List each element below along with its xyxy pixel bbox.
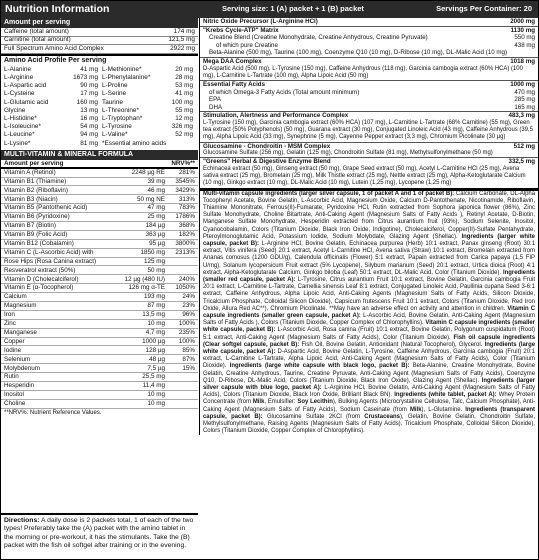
ingredient-text: L-Ascorbic Acid, Bovine Gelatin, Anti-Caking Agent (Magnesium Salts of Fatty Acids ), Colors (Titanium Dioxide, Copper Complex of Chlorophyllins). — [203, 313, 535, 327]
amino-cell: L-Serine — [102, 90, 127, 98]
amino-cell: L-Lysine* — [4, 139, 31, 147]
amino-cell: 16 mg — [80, 114, 98, 122]
table-row — [1, 240, 198, 249]
nutrient-amount: 10 mg — [147, 400, 165, 408]
ingredient-heading: Milk — [409, 406, 422, 413]
ingredient-heading: Fish oil capsule ingredients (Clear softgel capsule, packet B): — [203, 334, 535, 348]
directions-text: A daily dose is 2 packets total, 1 of each of the two types! Preferably take the (A) packet with the amino tablet in the morning or pre-workout, it has the stimulants. Take the (B) packet with the fish oil softgel after training or in the evening. — [4, 517, 194, 550]
ingredient-heading: Crustaceans — [364, 413, 400, 420]
ingredient-text: L-Arginine HCl, Bovine Gelatin, Anti-Caking Agent (Magnesium Salts of Fatty Acids), Colors (Titanium Dioxide, Black Iron Oxide, Brilliant Black BN). — [203, 385, 535, 399]
amino-cell: 53 mg — [175, 82, 193, 90]
ingredient-text: Calcium Carbonate, DL-Alpha Tocopheryl Acetate, Bovine Gelatin, L-Ascorbic Acid, Magnesium Oxide, Calcium D-Pantothenate, Nicotinamide, Riboflavin, Thiamine Mononitrate, Ferrous(II)-Fumarate, Pyridoxine HCl, Rutin extracted from Sophora japonica flower (86%), Zinc Sulfate Monohydrate, Choline Bitartrate, Anti-Caking Agent (Magnesium Salts of Fatty Acids ), Retinyl Acetate, D-Biotin, Manganese Sulfate Monohydrate, Hesperidin extracted from Citrus aurantium fruit (93%), Sodium Selenite, Inositol, Cyanocobalamin, Colors (Titanium Dioxide, Black Iron Oxide, Indigotine), Cholecalciferol, Copper(II)-Sulfate Pentahydrate, Pteroylmonoglutamic Acid, Potassium Iodide, Sodium Molybdate, Glazing Agent (Shellac). — [203, 190, 536, 240]
amino-cell: L-Arginine — [4, 73, 34, 81]
nutrient-name: Iron — [4, 311, 15, 319]
amino-cell: L-Tyrosine — [102, 123, 132, 131]
nutrient-amount: 1850 mg — [140, 248, 165, 256]
gluco-block: Glucosamine - Chondroitin - MSM Complex 512 mg Glucosamine Sulfate (256 mg), Gelatin (125 mg), Chondroitin Sulfate (81 mg), Methylsulfonylmethane (50 mg) — [200, 143, 538, 159]
nutrient-nrv: 87% — [182, 355, 195, 363]
table-row — [1, 178, 198, 187]
nutrient-amount: 193 mg — [143, 293, 165, 301]
table-row — [1, 329, 198, 338]
top-row-value: 2922 mg — [170, 44, 195, 52]
nutrient-name: Manganese — [4, 328, 37, 336]
nutrient-amount: 184 µg — [145, 222, 165, 230]
greens-block: "Greens" Herbal & Digestive Enzyme Blend 332,5 mg Echinacea extract (50 mg), Ginseng extract (50 mg), Grape Seed extract (50 mg), Acetyl L-Carnitine HCl (25 mg), Avena sativa extract (25 mg), Bromelain (25 mg), Milk Thistle extract (25 mg), Nettle extract (25 mg), Alpha-Ketoglutarate Calcium (10 mg), Ginkgo extract (10 mg), DL-Malic Acid (10 mg), Lutein (1,25 mg), Lycopene (1,25 mg) — [200, 158, 538, 190]
nutrient-amount: 46 mg — [147, 186, 165, 194]
amino-cell: L-Phenylalanine* — [102, 73, 151, 81]
greens-text: Echinacea extract (50 mg), Ginseng extract (50 mg), Grape Seed extract (50 mg), Acetyl L-Carnitine HCl (25 mg), Avena sativa extract (25 mg), Bromelain (25 mg), Milk Thistle extract (25 mg), Nettle extract (25 mg), Alpha-Ketoglutarate Calcium (10 mg), Ginkgo extract (10 mg), DL-Malic Acid (10 mg), Lutein (1,25 mg), Lycopene (1,25 mg) — [203, 165, 526, 187]
amino-cell: L-Isoleucine* — [4, 123, 41, 131]
nutrient-name: Magnesium — [4, 302, 37, 310]
top-row-name: Caffeine (total amount) — [4, 27, 69, 35]
nutrient-nrv: 15% — [182, 364, 195, 372]
krebs-text: Beta-Alanine (500 mg), Taurine (100 mg), Coenzyme Q10 (10 mg), D-Ribose (10 mg), DL-Malic Acid (10 mg) — [209, 49, 508, 57]
efa-block: Essential Fatty Acids 1000 mg of which Omega-3 Fatty Acids (Total amount minimum) 470 mg EPA 285 mg DHA 165 mg — [200, 81, 538, 112]
page-title: Nutrition Information — [5, 3, 110, 15]
nutrient-nrv: 3429% — [175, 186, 195, 194]
efa-value: 165 mg — [514, 103, 535, 111]
nutrient-nrv: 85% — [182, 346, 195, 354]
nutrient-nrv: 3800% — [175, 240, 195, 248]
amino-cell: 1673 mg — [73, 73, 98, 81]
table-row — [1, 195, 198, 204]
stim-block: Stimulation, Alertness and Performance Complex 483,3 mg L-Tyrosine (150 mg), Garcinia cambogia extract (60% HCA) (107 mg), L-Carnitine L-Tartrate (68% Carnitine) (55 mg), Green tea extract (50% Polyphenols) (50 mg), Guarana extract (30 mg), Conjugated Linoleic Acid (43 mg), Caffeine Anhydrous (39,5 mg), Alpha Lipoic Acid (33 mg), Synephrine (5 mg), Cayenne Pepper extract (3,3 mg), Chromium Picolinate (30 µg) — [200, 112, 538, 142]
nutrient-nrv: 240% — [178, 275, 195, 283]
nutrient-amount: 50 mg — [147, 266, 165, 274]
krebs-value: 550 mg — [514, 34, 535, 42]
ingredient-text: ), Gelatin, Bovine Gelatin, Chondroitin Sulfate, Methylsulfonylmethane, Raising Agents (Magnesium Salts of Fatty Acids), Tricalcium Phosphate, Colloidal Silicon Dioxide), Colors (Titanium Dioxide, Copper Complex of Chlorophyllins). — [203, 413, 535, 435]
nutrient-nrv: 24% — [182, 293, 195, 301]
nutrient-name: Vitamin B5 (Pantothenic Acid) — [4, 204, 88, 212]
nutrient-amount: 25,5 mg — [142, 373, 165, 381]
krebs-text: Creatine Blend (Creatine Monohydrate, Creatine Anhydrous, Creatine Pyruvate) — [209, 34, 428, 42]
table-row — [1, 391, 198, 400]
nutrient-amount: 39 mg — [147, 177, 165, 185]
nutrient-amount: 12 µg (480 IU) — [124, 275, 165, 283]
serving-size: Serving size: 1 (A) packet + 1 (B) packet — [222, 4, 364, 13]
table-row — [1, 169, 198, 178]
table-row — [1, 275, 198, 284]
ingredient-heading: Milk — [252, 399, 265, 406]
table-row — [1, 382, 198, 391]
nutrient-nrv: 281% — [178, 168, 195, 176]
ingredient-text: Fish Oil, Bovine Gelatin, Antioxidant (Natural Tocopherol), Glycerol. — [301, 341, 485, 348]
multi-table — [1, 169, 198, 409]
nutrient-nrv: 100% — [178, 337, 195, 345]
ingredient-text: , Emulsifier: — [264, 399, 298, 406]
top-row — [1, 37, 198, 46]
amino-cell: 81 mg — [80, 139, 98, 147]
amino-cell: 13 mg — [80, 106, 98, 114]
servings-per-container: Servings Per Container: 20 — [436, 4, 532, 13]
ingredient-heading: Ingredients (large white capsule, packet A): — [203, 341, 536, 356]
table-row — [1, 249, 198, 258]
amino-cell: L-Glutamic acid — [4, 98, 49, 106]
amino-cell: 12 mg — [175, 114, 193, 122]
amino-cell: Taurine — [102, 98, 123, 106]
nutrient-name: Vitamin D (Cholecalciferol) — [4, 275, 79, 283]
directions-label: Directions: — [4, 517, 40, 524]
efa-name: of which Omega-3 Fatty Acids (Total amount minimum) — [209, 88, 360, 96]
amino-cell: L-Aspartic acid — [4, 82, 47, 90]
ingredient-heading: Ingredients (smaller red capsule, packet A): — [203, 269, 535, 283]
nutrient-nrv: 182% — [178, 231, 195, 239]
nutrient-name: Choline — [4, 400, 26, 408]
table-row — [1, 258, 198, 267]
table-row — [1, 284, 198, 293]
amino-cell: 94 mg — [80, 131, 98, 139]
top-rows — [1, 28, 198, 54]
amino-cell: 90 mg — [80, 82, 98, 90]
amino-cell: L-Threonine* — [102, 106, 139, 114]
nutrient-name: Molybdenum — [4, 364, 41, 372]
nutrient-name: Vitamin B6 (Pyridoxine) — [4, 213, 70, 221]
top-row-name: Full Spectrum Amino Acid Complex — [4, 44, 104, 52]
top-row — [1, 45, 198, 54]
nutrient-name: Vitamin B3 (Niacin) — [4, 195, 58, 203]
nutrient-amount: 48 µg — [149, 355, 165, 363]
amino-cell: Glycine — [4, 106, 26, 114]
nutrient-amount: 2248 µg RE — [131, 168, 165, 176]
top-row-value: 121,5 mg — [168, 36, 195, 44]
nutrient-amount: 25 mg — [147, 213, 165, 221]
table-row — [1, 302, 198, 311]
amino-cell: 326 mg — [171, 123, 193, 131]
amino-cell: 100 mg — [171, 98, 193, 106]
ingredients-text — [200, 191, 538, 436]
nutrient-amount: 128 µg — [145, 346, 165, 354]
efa-value: 285 mg — [514, 96, 535, 104]
ingredient-text: L-Ascorbic Acid, Rosa canina (Fruit) 10:1 extract, Bovine Gelatin, Polygonum cuspidatum (Root) 5:1 extract, Anti-Caking Agent (Magnesium Salts of Fatty Acids), Color (Titanium Dioxide). — [203, 327, 535, 341]
nitric-block: Nitric Oxide Precursor (L-Arginine HCl) 2000 mg — [200, 18, 538, 27]
amino-cell: 54 mg — [80, 123, 98, 131]
krebs-row — [200, 49, 538, 57]
nutrient-amount: 126 mg α-TE — [128, 284, 165, 292]
nutrient-name: Vitamin B2 (Riboflavin) — [4, 186, 68, 194]
ingredient-text: D-Aspartic Acid, Bovine Gelatin, L-Tyrosine, Caffeine Anhydrous, Garcinia cambogia (Fruit) 20:1 extract, L-Carnitine L-Tartrate, Alpha Lipoic Acid, Anti-Caking Agent (Magnesium Salts of Fatty Acids), Color (Titanium Dioxide). — [203, 349, 535, 370]
ingredient-heading: Ingredients (large white capsule with black logo, packet B): — [229, 363, 413, 370]
multi-title: MULTI-VITAMIN & MINERAL FORMULA — [1, 150, 198, 160]
top-row-value: 174 mg — [173, 27, 195, 35]
ingredient-text: Beta-Alanine, Creatine Monohydrate, Bovine Gelatin, Creatine Anhydrous, Taurine, Creatine Pyruvate, Anti-Caking Agent (Magnesium Salts of Fatty Acids), Coenzyme Q10, D-Ribose, DL-Malic Acid, Colors (Titanium Dioxide, Black Iron Oxide), Glazing Agent (Shellac). — [203, 363, 536, 384]
nutrient-amount: 95 µg — [149, 240, 165, 248]
amino-cell: 55 mg — [175, 106, 193, 114]
nutrient-nrv: 1050% — [175, 284, 195, 292]
krebs-row — [200, 34, 538, 42]
ingredient-heading: Multi-vitamin capsule ingredients (larger silver capsule, 1 of packet A and 1 of packet B): — [203, 190, 456, 197]
efa-row — [200, 104, 538, 112]
amino-cell: 20 mg — [175, 65, 193, 73]
nutrient-name: Iodine — [4, 346, 22, 354]
table-row — [1, 213, 198, 222]
table-row — [1, 311, 198, 320]
amount-label: Amount per serving — [1, 18, 198, 28]
nutrient-nrv: 783% — [178, 204, 195, 212]
nutrient-amount: 4,7 mg — [145, 328, 165, 336]
table-row — [1, 373, 198, 382]
efa-value: 470 mg — [514, 88, 535, 96]
nutrient-nrv: 100% — [178, 320, 195, 328]
ingredient-text: ), Bulking Agents (Microcrystalline Cellulose, Talc, Calcium Phosphate), Anti-Caking Agent (Magnesium Salts of Fatty Acids), Sodium Caseinate (from — [203, 399, 535, 413]
nutrient-amount: 363 µg — [145, 231, 165, 239]
efa-row — [200, 89, 538, 97]
nutrient-name: Vitamin B9 (Folic Acid) — [4, 231, 68, 239]
table-row — [1, 338, 198, 347]
amino-cell: L-Tryptophan* — [102, 114, 143, 122]
amino-cell: 17 mg — [80, 90, 98, 98]
nutrient-amount: 87 mg — [147, 302, 165, 310]
ingredient-heading: Vitamin C capsule ingredients (smaller green capsule, packet A): — [203, 305, 536, 319]
amino-cell: L-Valine* — [102, 131, 128, 139]
krebs-value: 438 mg — [514, 41, 535, 49]
nutrient-name: Rose Hips (Rosa Canina extract) — [4, 257, 97, 265]
amino-cell: 28 mg — [175, 73, 193, 81]
nutrient-name: Vitamin B1 (Thiamine) — [4, 177, 67, 185]
top-row — [1, 28, 198, 37]
nutrient-name: Inositol — [4, 391, 24, 399]
left-column — [1, 18, 198, 418]
amino-cell: L-Cysteine — [4, 90, 35, 98]
top-row-name: Carnitine (total amount) — [4, 36, 71, 44]
table-row — [1, 346, 198, 355]
amino-grid — [1, 66, 198, 148]
nutrient-name: Vitamin B7 (Biotin) — [4, 222, 57, 230]
ingredient-text: Glucosamine Sulfate 2KCl (from — [266, 413, 365, 420]
nutrient-amount: 7,5 µg — [147, 364, 165, 372]
amino-cell: L-Proline — [102, 82, 128, 90]
ingredient-heading: Ingredients (white tablet, packet A): — [394, 392, 499, 399]
table-row — [1, 231, 198, 240]
nutrient-amount: 10 mg — [147, 391, 165, 399]
ingredient-text: L-Tyrosine, Citrus aurantium Fruit 10:1 extract, Bovine Gelatin, Garcinia cambogia Fruit 20:1 extract, L-Carnitine L-Tartrate, Camellia sinensis Leaf 8:1 extract, Conjugated Linoleic Acid, Paullinia cupana Seed 3-6:1 extract, Caffeine Anhydrous, Alpha Lipoic Acid, Anti-Caking Agents (Magnesium Salts of Fatty Acids, Silicon Dioxide, Tricalcium Phosphate, Colloidal Silicon Dioxide), Capsicum frutescens Fruit 10:1 extract, Colors (Titanium Dioxide, Red Iron Oxide, Allura Red AC**), Chromium Picolinate. **May have an adverse effect on activity and attention in children. — [203, 276, 535, 312]
table-row — [1, 400, 198, 409]
amino-cell: 41 mg — [175, 90, 193, 98]
nutrient-nrv: 3545% — [175, 177, 195, 185]
ingredient-text: Whey Protein Concentrate (from — [203, 392, 536, 406]
nutrient-name: Calcium — [4, 293, 27, 301]
directions — [1, 513, 198, 560]
gluco-text: Glucosamine Sulfate (256 mg), Gelatin (125 mg), Chondroitin Sulfate (81 mg), Methylsulfonylmethane (50 mg) — [203, 150, 493, 157]
amino-cell: L-Histidine* — [4, 114, 37, 122]
ingredient-heading: Ingredients (larger silver capsule with blue logo, packet A): — [203, 377, 535, 392]
nutrient-nrv: 235% — [178, 328, 195, 336]
efa-name: EPA — [209, 96, 221, 104]
nutrient-name: Selenium — [4, 355, 31, 363]
table-row — [1, 293, 198, 302]
ingredient-heading: Soy Lecithin — [297, 399, 333, 406]
amino-cell: 160 mg — [76, 98, 98, 106]
amino-title: Amino Acid Profile Per serving — [4, 56, 107, 64]
nutrient-amount: 11,4 mg — [142, 382, 165, 390]
amino-cell: 41 mg — [80, 65, 98, 73]
amino-cell: L-Leucine* — [4, 131, 35, 139]
nutrient-amount: 47 mg — [147, 204, 165, 212]
multi-header: Amount per serving NRV%** — [1, 160, 198, 169]
table-row — [1, 355, 198, 364]
nutrient-amount: 10 mg — [147, 320, 165, 328]
nutrient-name: Vitamin C (L-Ascorbic Acid) with — [4, 248, 94, 256]
nrv-note: **NRV%: Nutrient Reference Values. — [4, 409, 102, 416]
nutrient-amount: 125 mg — [143, 257, 165, 265]
nutrient-name: Rutin — [4, 373, 19, 381]
nutrient-name: Vitamin B12 (Cobalamin) — [4, 240, 74, 248]
krebs-text: of which pure Creatine — [216, 41, 278, 49]
efa-name: DHA — [209, 103, 223, 111]
krebs-block: "Krebs Cycle-ATP" Matrix 1130 mg Creatine Blend (Creatine Monohydrate, Creatine Anhydrous, Creatine Pyruvate) 550 mg of which pure Creatine 438 mg Beta-Alanine (500 mg), Taurine (100 mg), Coenzyme Q10 (10 mg), D-Ribose (10 mg), DL-Malic Acid (10 mg) — [200, 27, 538, 58]
efa-row — [200, 96, 538, 104]
amino-cell: *Essential amino acids — [102, 139, 167, 147]
amino-cell: L-Methionine* — [102, 65, 142, 73]
table-row — [1, 266, 198, 275]
mega-text: D-Aspartic Acid (500 mg), L-Tyrosine (150 mg), Caffeine Anhydrous (118 mg), Garcinia cambogia extract (60% HCA) (100 mg), L-Carnitine L-Tartrate (100 mg), Alpha Lipoic Acid (50 mg) — [203, 65, 523, 79]
nutrient-nrv: 96% — [182, 311, 195, 319]
nutrient-amount: 13,5 mg — [142, 311, 165, 319]
ingredient-heading: Ingredients (transparent capsule, packet B): — [203, 406, 535, 420]
nutrient-amount: 1000 µg — [142, 337, 165, 345]
mega-block: Mega DAA Complex 1018 mg D-Aspartic Acid (500 mg), L-Tyrosine (150 mg), Caffeine Anhydrous (118 mg), Garcinia cambogia extract (60% HCA) (100 mg), L-Carnitine L-Tartrate (100 mg), Alpha Lipoic Acid (50 mg) — [200, 58, 538, 81]
nutrient-name: Copper — [4, 337, 25, 345]
nutrient-name: Hesperidin — [4, 382, 35, 390]
nutrient-name: Vitamin E (α-Tocopherol) — [4, 284, 74, 292]
nutrient-name: Vitamin A (Retinol) — [4, 168, 56, 176]
right-column — [199, 18, 538, 435]
nutrient-nrv: 23% — [182, 302, 195, 310]
ingredient-heading: Ingredients (larger white capsule, packet B): — [203, 233, 535, 247]
header-bar — [1, 1, 538, 18]
nutrient-name: Zinc — [4, 320, 16, 328]
amino-cell: 52 mg — [175, 131, 193, 139]
nutrient-name: Resveratrol extract (50%) — [4, 266, 76, 274]
table-row — [1, 186, 198, 195]
table-row — [1, 364, 198, 373]
table-row — [1, 222, 198, 231]
nutrient-nrv: 2313% — [175, 248, 195, 256]
ingredient-text: L-Arginine HCl, Bovine Gelatin, Echinacea purpurea (Herb) 10:1 extract, Panax ginseng (Root) 30:1 extract, Vitis vinifera (Seed) 20:1 extract, Acetyl L-Carnitine HCl, Avena sativa (Straw) 10:1 extract, Bromelain extracted from Ananas comosus (1200 GDU/g), Calendula officinalis (Flower) 5:1 extract, Papain extracted from Carica papaya (1,5 FIP U/mg), Solanum lycopersicum Fruit extract (5% Lycopene), Silybum marianum (Seed) 20:1 extract, Urtica dioica (Root) 4:1 extract, Alpha-Ketoglutarate Calcium, Ginkgo biloba (Leaf) 50:1 extract, DL-Malic Acid, Color (Titanium Dioxide). — [203, 240, 535, 276]
krebs-row — [200, 42, 538, 50]
table-row — [1, 320, 198, 329]
table-row — [1, 204, 198, 213]
amino-cell: L-Alanine — [4, 65, 32, 73]
nutrient-nrv: 368% — [178, 222, 195, 230]
ingredient-heading: Vitamin C capsule ingredients (smaller white capsule, packet B): — [203, 320, 535, 334]
nutrient-nrv: 1786% — [175, 213, 195, 221]
ingredient-text: ), L-Glutamine. — [421, 406, 466, 413]
nutrient-nrv: 313% — [178, 195, 195, 203]
stim-text: L-Tyrosine (150 mg), Garcinia cambogia extract (60% HCA) (107 mg), L-Carnitine L-Tartrate (68% Carnitine) (55 mg), Green tea extract (50% Polyphenols) (50 mg), Guarana extract (30 mg), Conjugated Linoleic Acid (43 mg), Caffeine Anhydrous (39,5 mg), Alpha Lipoic Acid (33 mg), Synephrine (5 mg), Cayenne Pepper extract (3,3 mg), Chromium Picolinate (30 µg) — [203, 119, 533, 141]
nutrient-amount: 50 mg NE — [137, 195, 165, 203]
